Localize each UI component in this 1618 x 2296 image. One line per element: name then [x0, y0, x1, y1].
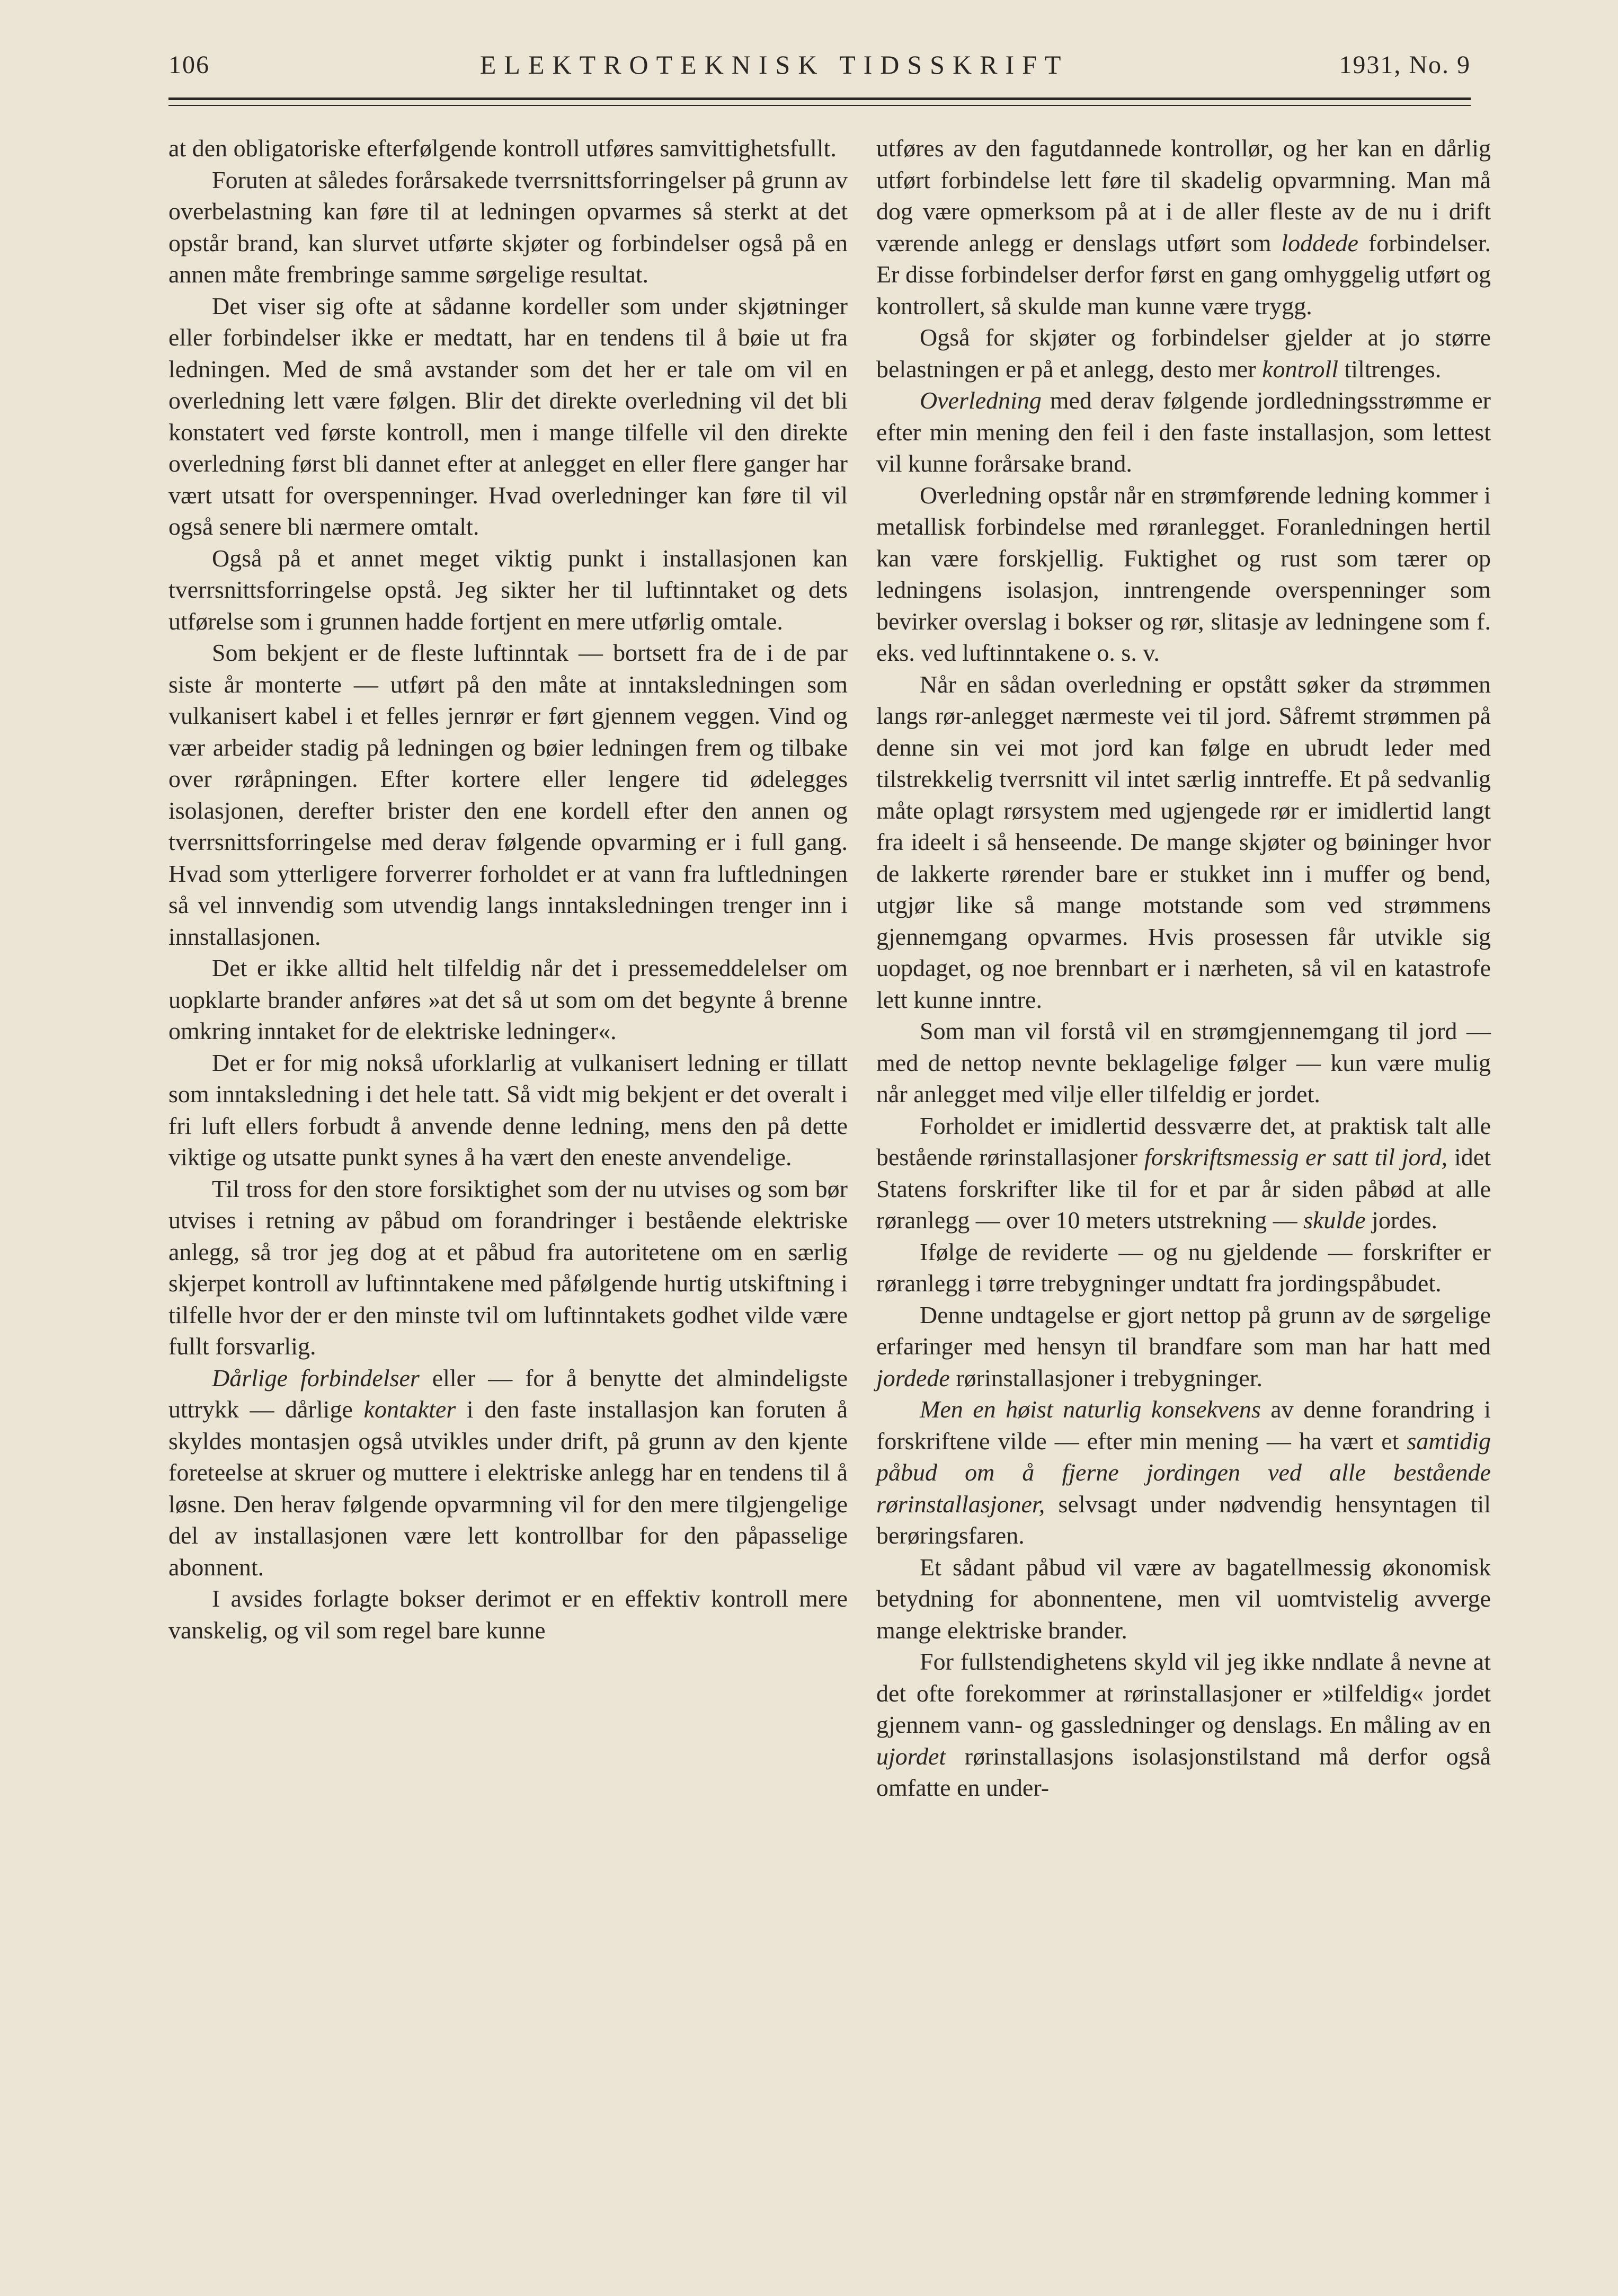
issue-label: 1931, No. 9	[1339, 50, 1471, 79]
italic-term: forskriftsmessig er satt til jord,	[1144, 1143, 1448, 1171]
text-run: i den faste installasjon kan foruten å skyldes montasjen også utvikles under drift, på grunn av den kjente foreteelse at skruer og muttere i elektriske anlegg har en tendens til å løsne. Den herav følgende opvarmning vil for den mere tilgjengelige del av installasjonen være lett kontrollbar for den påpasselige abonnent.	[168, 1396, 848, 1581]
text-run: For fullstendighetens skyld vil jeg ikke nndlate å nevne at det ofte forekommer at rørinstallasjoner er »tilfeldig« jordet gjennem vann- og gassledninger og denslags. En måling av en	[876, 1648, 1491, 1738]
text-run: idet Statens forskrifter like til for et par år siden påbød at alle røranlegg — over 10 meters utstrekning —	[876, 1143, 1491, 1234]
italic-term: ujordet	[876, 1742, 946, 1770]
text-run: jordes.	[1365, 1207, 1438, 1234]
text-run: rørinstallasjoner i trebygninger.	[949, 1364, 1263, 1391]
text-run: med derav følgende jordledningsstrømme er efter min mening den feil i den faste installasjon, som lettest vil kunne forårsake brand.	[876, 387, 1491, 477]
page-header	[168, 43, 1471, 86]
header-rule-thick	[168, 97, 1471, 100]
italic-term: kontroll	[1262, 355, 1339, 383]
text-run: eller — for å benytte det almindeligste uttrykk — dårlige	[168, 1364, 848, 1423]
paragraph	[876, 322, 1491, 385]
paragraph: at den obligatoriske efterfølgende kontroll utføres samvittighetsfullt.	[168, 135, 837, 162]
paragraph	[876, 1110, 1491, 1236]
italic-term: loddede	[1281, 229, 1358, 256]
italic-term: Dårlige forbindelser	[212, 1364, 420, 1391]
text-run: Denne undtagelse er gjort nettop på grunn av de sørgelige erfaringer med hensyn til brandfare som man har hatt med	[876, 1301, 1491, 1360]
text-run: utføres av den fagutdannede kontrollør, og her kan en dårlig utført forbindelse lett føre til skadelig opvarmning. Man må dog være opmerksom på at i de aller fleste av de nu i drift værende anlegg er denslags utført som	[876, 135, 1491, 256]
italic-term: Overledning	[920, 387, 1042, 414]
text-run: Forholdet er imidlertid dessværre det, at praktisk talt alle bestående rørinstallasjoner	[876, 1112, 1491, 1171]
paragraph: Også på et annet meget viktig punkt i installasjonen kan tverrsnittsforringelse opstå. Jeg sikter her til luftinntaket og dets utførelse som i grunnen hadde fortjent en mere utførlig omtale.	[168, 544, 848, 635]
paragraph	[168, 1362, 848, 1583]
paragraph: Et sådant påbud vil være av bagatellmessig økonomisk betydning for abonnentene, men vil uomtvistelig avverge mange elektriske brander.	[876, 1553, 1491, 1644]
italic-term: samtidig påbud om å fjerne jordingen ved alle bestående rørinstallasjoner,	[876, 1427, 1491, 1518]
paragraph: Ifølge de reviderte — og nu gjeldende — forskrifter er røranlegg i tørre trebygninger undtatt fra jordingspåbudet.	[876, 1238, 1491, 1297]
text-run: forbindelser. Er disse forbindelser derfor først en gang omhyggelig utført og kontrollert, så skulde man kunne være trygg.	[876, 229, 1491, 320]
italic-term: skulde	[1303, 1207, 1366, 1234]
paragraph: Det er ikke alltid helt tilfeldig når det i pressemeddelelser om uopklarte brander anføres »at det så ut som om det begynte å brenne omkring inntaket for de elektriske ledninger«.	[168, 954, 848, 1044]
paragraph	[876, 1646, 1491, 1804]
italic-term: kontakter	[363, 1396, 456, 1423]
text-run: rørinstallasjons isolasjonstilstand må derfor også omfatte en under-	[876, 1742, 1491, 1801]
paragraph	[876, 385, 1491, 480]
paragraph	[876, 1394, 1491, 1552]
paragraph: Overledning opstår når en strømførende ledning kommer i metallisk forbindelse med røranlegget. Foranledningen hertil kan være forskjellig. Fuktighet og rust som tærer op ledningens isolasjon, inntrengende overspenninger som bevirker overslag i bokser og rør, slitasje av ledningene som f. eks. ved luftinntakene o. s. v.	[876, 481, 1491, 666]
page-number: 106	[168, 50, 210, 79]
paragraph: Foruten at således forårsakede tverrsnittsforringelser på grunn av overbelastning kan føre til at ledningen opvarmes så sterkt at det opstår brand, kan slurvet utførte skjøter og forbindelser også på en annen måte frembringe samme sørgelige resultat.	[168, 166, 848, 288]
paragraph	[876, 1299, 1491, 1394]
paragraph	[876, 132, 1491, 322]
text-run: av denne forandring i forskriftene vilde — efter min mening — ha vært et	[876, 1396, 1491, 1455]
paragraph: I avsides forlagte bokser derimot er en effektiv kontroll mere vanskelig, og vil som regel bare kunne	[168, 1585, 848, 1644]
header-rule-thin	[168, 105, 1471, 106]
paragraph: Til tross for den store forsiktighet som der nu utvises og som bør utvises i retning av påbud om forandringer i bestående elektriske anlegg, så tror jeg dog at et påbud fra autoritetene om en særlig skjerpet kontroll av luftinntakene med påfølgende hurtig utskiftning i tilfelle hvor der er den minste tvil om luftinntakets godhet vilde være fullt forsvarlig.	[168, 1175, 848, 1360]
text-run: Også for skjøter og forbindelser gjelder at jo større belastningen er på et anlegg, desto mer	[876, 324, 1491, 383]
right-column	[876, 132, 1491, 1804]
left-column	[168, 132, 848, 1646]
text-run: tiltrenges.	[1338, 355, 1442, 383]
italic-term: Men en høist naturlig konsekvens	[920, 1396, 1261, 1423]
italic-term: jordede	[876, 1364, 950, 1391]
journal-title: ELEKTROTEKNISK TIDSSKRIFT	[479, 50, 1069, 79]
paragraph: Som man vil forstå vil en strømgjennemgang til jord — med de nettop nevnte beklagelige følger — kun være mulig når anlegget med vilje eller tilfeldig er jordet.	[876, 1017, 1491, 1107]
paragraph: Det viser sig ofte at sådanne kordeller som under skjøtninger eller forbindelser ikke er medtatt, har en tendens til å bøie ut fra ledningen. Med de små avstander som det her er tale om vil en overledning lett være følgen. Blir det direkte overledning vil det bli konstatert ved første kontroll, men i mange tilfelle vil den direkte overledning først bli dannet efter at anlegget en eller flere ganger har vært utsatt for overspenninger. Hvad overledninger kan føre til vil også senere bli nærmere omtalt.	[168, 292, 848, 540]
paragraph: Det er for mig nokså uforklarlig at vulkanisert ledning er tillatt som inntaksledning i det hele tatt. Så vidt mig bekjent er det overalt i fri luft ellers forbudt å anvende denne ledning, mens den på dette viktige og utsatte punkt synes å ha vært den eneste anvendelige.	[168, 1049, 848, 1171]
text-run: selvsagt under nødvendig hensyntagen til berøringsfaren.	[876, 1490, 1491, 1549]
paragraph: Når en sådan overledning er opstått søker da strømmen langs rør-anlegget nærmeste vei til jord. Såfremt strømmen på denne sin vei mot jord kan følge en ubrudt leder med tilstrekkelig tverrsnitt vil intet særlig inntreffe. Et på sedvanlig måte oplagt rørsystem med ugjengede rør er imidlertid langt fra ideelt i så henseende. De mange skjøter og bøininger hvor de lakkerte rørender bare er stukket inn i muffer og bend, utgjør like så mange motstande som ved strømmens gjennemgang opvarmes. Hvis prosessen får utvikle sig uopdaget, og noe brennbart er i nærheten, så vil en katastrofe lett kunne inntre.	[876, 670, 1491, 1013]
paragraph: Som bekjent er de fleste luftinntak — bortsett fra de i de par siste år monterte — utført på den måte at inntaksledningen som vulkanisert kabel i et felles jernrør er ført gjennem veggen. Vind og vær arbeider stadig på ledningen og bøier ledningen frem og tilbake over røråpningen. Efter kortere eller lengere tid ødelegges isolasjonen, derefter brister den ene kordell efter den annen og tverrsnittsforringelse med derav følgende opvarming er i full gang. Hvad som ytterligere forverrer forholdet er at vann fra luftledningen så vel innvendig som utvendig langs inntaksledningen trenger inn i innstallasjonen.	[168, 639, 848, 950]
